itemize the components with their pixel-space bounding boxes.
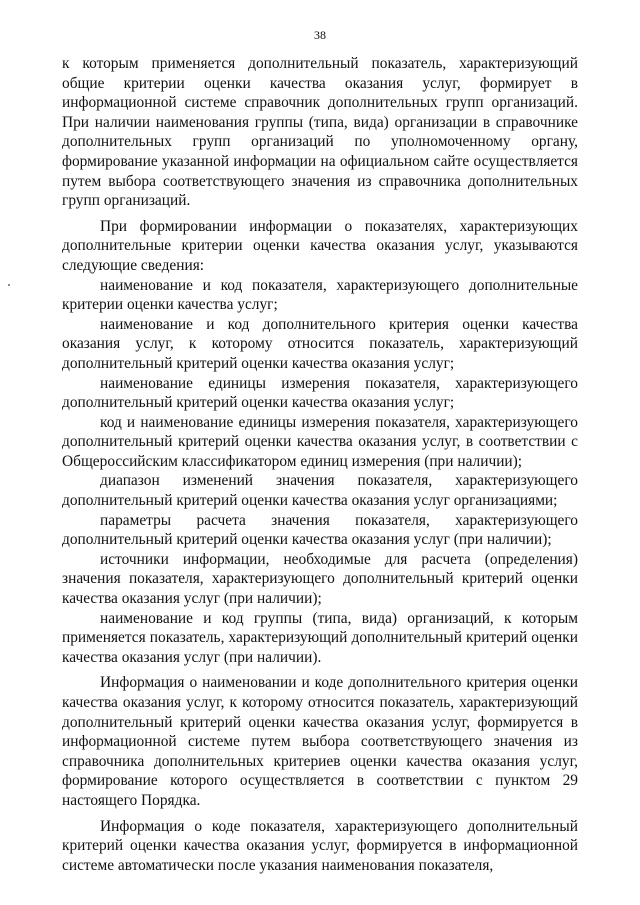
paragraph: При формировании информации о показателях, характеризующих дополнительные критерии оценки качества оказания услуг, указываются следующие сведения: bbox=[62, 217, 578, 274]
paragraph: наименование и код дополнительного критерия оценки качества оказания услуг, к которому относится показатель, характеризующий дополнительный критерий оценки качества оказания услуг; bbox=[62, 315, 578, 372]
scan-speck bbox=[8, 284, 10, 286]
paragraph: Информация о коде показателя, характеризующего дополнительный критерий оценки качества оказания услуг, формируется в информационной системе автоматически после указания наименования показателя, bbox=[62, 817, 578, 874]
paragraph: код и наименование единицы измерения показателя, характеризующего дополнительный критерий оценки качества оказания услуг, в соответствии с Общероссийским классификатором единиц измерения (при наличии); bbox=[62, 413, 578, 470]
paragraph: источники информации, необходимые для расчета (определения) значения показателя, характеризующего дополнительный критерий оценки качества оказания услуг (при наличии); bbox=[62, 550, 578, 608]
paragraph: Информация о наименовании и коде дополнительного критерия оценки качества оказания услуг, к которому относится показатель, характеризующий дополнительный критерий оценки качества оказания услуг, формируется в информационной системе путем выбора соответствующего значения из справочника дополнительных критериев оценки качества оказания услуг, формирование которого осуществляется в соответствии с пунктом 29 настоящего Порядка. bbox=[62, 674, 578, 809]
paragraph: диапазон изменений значения показателя, характеризующего дополнительный критерий оценки качества оказания услуг организациями; bbox=[62, 472, 578, 510]
document-body bbox=[62, 54, 578, 875]
page-number: 38 bbox=[314, 28, 326, 42]
paragraph: наименование и код группы (типа, вида) организаций, к которым применяется показатель, характеризующий дополнительный критерий оценки качества оказания услуг (при наличии). bbox=[62, 609, 578, 666]
paragraph: к которым применяется дополнительный показатель, характеризующий общие критерии оценки качества оказания услуг, формирует в информационной системе справочник дополнительных групп организаций. При наличии наименования группы (типа, вида) организации в справочнике дополнительных групп организаций по уполномоченному органу, формирование указанной информации на официальном сайте осуществляется путем выбора соответствующего значения из справочника дополнительных групп организаций. bbox=[62, 55, 578, 210]
paragraph: параметры расчета значения показателя, характеризующего дополнительный критерий оценки качества оказания услуг (при наличии); bbox=[62, 511, 578, 549]
paragraph: наименование и код показателя, характеризующего дополнительные критерии оценки качества услуг; bbox=[62, 276, 578, 314]
paragraph: наименование единицы измерения показателя, характеризующего дополнительный критерий оценки качества оказания услуг; bbox=[62, 374, 578, 412]
